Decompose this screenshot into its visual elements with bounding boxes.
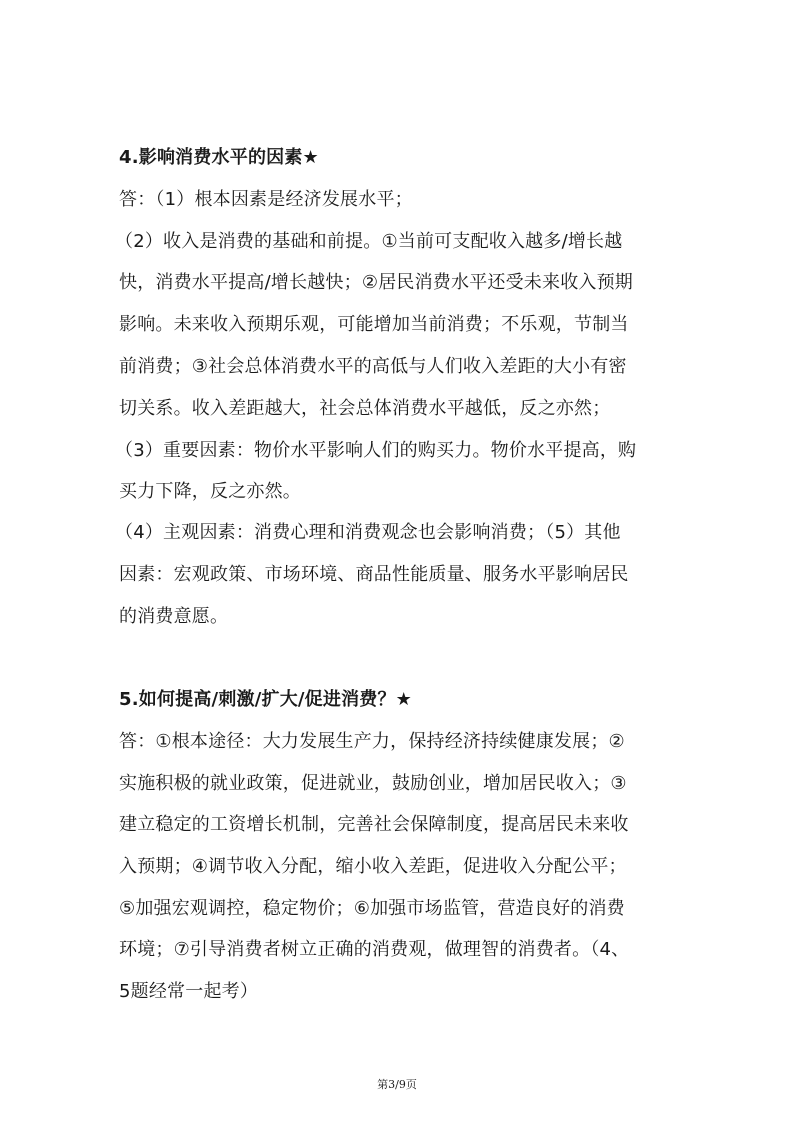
text-line: 买力下降，反之亦然。 <box>119 481 301 502</box>
text-line: 快，消费水平提高/增长越快；②居民消费水平还受未来收入预期 <box>119 272 633 293</box>
page-number: 第3/9页 <box>377 1078 417 1091</box>
text-line: 环境；⑦引导消费者树立正确的消费观，做理智的消费者。（4、 <box>119 939 630 960</box>
text-line: 5题经常一起考） <box>119 981 259 1002</box>
text-line: 因素：宏观政策、市场环境、商品性能质量、服务水平影响居民 <box>119 564 629 585</box>
text-line: 答：①根本途径：大力发展生产力，保持经济持续健康发展；② <box>119 731 625 752</box>
text-line: ⑤加强宏观调控，稳定物价；⑥加强市场监管，营造良好的消费 <box>119 898 625 919</box>
text-line: 切关系。收入差距越大，社会总体消费水平越低，反之亦然； <box>119 398 611 419</box>
text-line: （4）主观因素：消费心理和消费观念也会影响消费；（5）其他 <box>115 522 621 543</box>
section-4-title: 4.影响消费水平的因素★ <box>119 147 319 168</box>
text-line: （2）收入是消费的基础和前提。①当前可支配收入越多/增长越 <box>115 231 623 252</box>
text-line: 前消费；③社会总体消费水平的高低与人们收入差距的大小有密 <box>119 356 627 377</box>
text-line: 的消费意愿。 <box>119 606 229 627</box>
text-line: 实施积极的就业政策，促进就业，鼓励创业，增加居民收入；③ <box>119 773 627 794</box>
text-line: 答：（1）根本因素是经济发展水平； <box>119 189 413 210</box>
text-line: 建立稳定的工资增长机制，完善社会保障制度，提高居民未来收 <box>119 814 629 835</box>
text-line: （3）重要因素：物价水平影响人们的购买力。物价水平提高，购 <box>115 440 637 461</box>
section-5-title: 5.如何提高/刺激/扩大/促进消费？★ <box>119 689 413 710</box>
text-line: 影响。未来收入预期乐观，可能增加当前消费；不乐观，节制当 <box>119 314 629 335</box>
text-line: 入预期；④调节收入分配，缩小收入差距，促进收入分配公平； <box>119 856 627 877</box>
